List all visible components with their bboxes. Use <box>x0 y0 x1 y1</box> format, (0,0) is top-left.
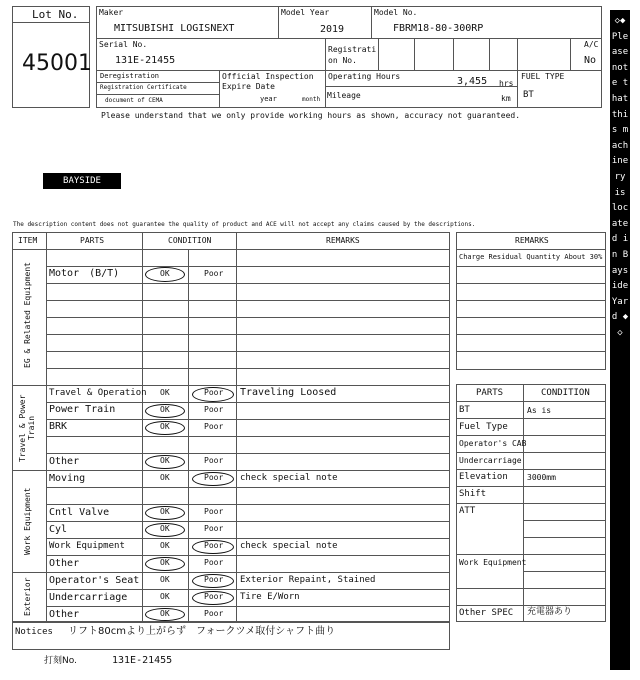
operators-cab-label: Operator's CAB <box>459 439 527 448</box>
poor-option: Poor <box>204 575 224 584</box>
part-work-equipment: Work Equipment <box>49 541 125 551</box>
serial-value: 131E-21455 <box>115 55 176 66</box>
operating-hours-label: Operating Hours <box>328 72 401 81</box>
part-operators-seat: Operator's Seat <box>49 575 140 586</box>
elevation-value: 3000mm <box>527 473 556 482</box>
other-spec-label: Other SPEC <box>459 608 514 618</box>
poor-option: Poor <box>204 609 224 618</box>
remark-operators-seat: Exterior Repaint, Stained <box>240 575 376 585</box>
model-no-value: FBRM18-80-300RP <box>393 23 484 34</box>
notices-text: リフト80cmより上がらず フォークツメ取付シャフト曲り <box>68 626 336 637</box>
work-equipment-row-label: Work Equipment <box>459 558 527 567</box>
model-year-label: Model Year <box>281 8 330 17</box>
month-label: month <box>302 96 321 103</box>
col-condition-header: CONDITION <box>168 236 212 245</box>
poor-option: Poor <box>204 592 224 601</box>
poor-option: Poor <box>204 456 224 465</box>
part-cntl-valve: Cntl Valve <box>49 507 110 518</box>
operating-hours-value: 3,455 <box>457 76 488 87</box>
lot-number: 45001 <box>22 51 92 76</box>
registration-certificate-label: Registration Certificate <box>100 84 187 91</box>
part-cyl: Cyl <box>49 524 68 535</box>
poor-option: Poor <box>204 507 224 516</box>
serial-label: Serial No. <box>99 40 148 49</box>
fuel-type-value: BT <box>523 90 534 100</box>
poor-option: Poor <box>204 405 224 414</box>
part-undercarriage: Undercarriage <box>49 592 128 603</box>
poor-option: Poor <box>204 558 224 567</box>
side-stripe-text: ◇◆ Please note that this machinery is located in Bayside Yard ◆◇ <box>611 16 629 338</box>
registration-label: Registrati on No. <box>328 45 377 65</box>
ok-option: OK <box>160 269 170 278</box>
ok-option: OK <box>160 422 170 431</box>
ok-option: OK <box>160 524 170 533</box>
right-col-condition-header: CONDITION <box>541 388 590 398</box>
poor-option: Poor <box>204 524 224 533</box>
ok-option: OK <box>160 388 170 397</box>
remark-work-equipment: check special note <box>240 541 338 551</box>
ok-option: OK <box>160 405 170 414</box>
poor-option: Poor <box>204 541 224 550</box>
disclaimer: The description content does not guarantee the quality of product and ACE will not accept any claims caused by the descriptions. <box>13 221 476 228</box>
ok-option: OK <box>160 507 170 516</box>
bt-value: As is <box>527 406 552 415</box>
other-spec-value: 充電器あり <box>527 607 573 617</box>
maker-label: Maker <box>99 8 124 17</box>
section-work-equipment: Work Equipment <box>23 487 32 555</box>
ac-value: No <box>584 55 597 66</box>
fuel-type-row-label: Fuel Type <box>459 422 508 432</box>
part-ex-other: Other <box>49 609 80 620</box>
att-label: ATT <box>459 506 476 516</box>
poor-option: Poor <box>204 269 224 278</box>
fuel-type-label: FUEL TYPE <box>521 72 565 81</box>
location-badge: BAYSIDE <box>43 173 121 189</box>
km-unit: km <box>501 94 511 103</box>
stamp-label: 打刻No. <box>44 656 77 666</box>
shift-label: Shift <box>459 489 487 499</box>
part-motor: Motor (B/T) <box>49 268 120 279</box>
inspection-label: Official Inspection Expire Date <box>222 72 314 91</box>
poor-option: Poor <box>204 422 224 431</box>
part-moving: Moving <box>49 473 86 484</box>
lot-label: Lot No. <box>32 8 79 21</box>
undercarriage-row-label: Undercarriage <box>459 456 522 465</box>
notices-label: Notices <box>15 627 53 637</box>
part-travel-operation: Travel & Operation <box>49 388 147 398</box>
hours-accuracy-notice: Please understand that we only provide working hours as shown, accuracy not guaranteed. <box>101 111 521 120</box>
col-parts-header: PARTS <box>80 236 105 245</box>
ok-option: OK <box>160 473 170 482</box>
part-tp-other: Other <box>49 456 80 467</box>
bt-label: BT <box>459 405 470 415</box>
right-col-parts-header: PARTS <box>476 388 504 398</box>
part-brk: BRK <box>49 421 68 432</box>
part-power-train: Power Train <box>49 404 116 415</box>
ok-option: OK <box>160 456 170 465</box>
ok-option: OK <box>160 609 170 618</box>
charge-residual-remark: Charge Residual Quantity About 30% <box>459 253 603 261</box>
part-we-other: Other <box>49 558 80 569</box>
model-no-label: Model No. <box>374 8 418 17</box>
model-year-value: 2019 <box>320 24 345 35</box>
remark-travel-operation: Traveling Loosed <box>240 387 337 398</box>
ok-option: OK <box>160 541 170 550</box>
hrs-unit: hrs <box>499 79 514 88</box>
section-exterior: Exterior <box>23 577 32 617</box>
elevation-label: Elevation <box>459 472 508 482</box>
cema-document-label: document of CEMA <box>105 97 163 104</box>
ok-option: OK <box>160 558 170 567</box>
ok-option: OK <box>160 592 170 601</box>
col-item-header: ITEM <box>18 236 38 245</box>
stamp-value: 131E-21455 <box>112 655 173 666</box>
section-eg-related: EG & Related Equipment <box>23 262 32 368</box>
remark-undercarriage: Tire E/Worn <box>240 592 300 602</box>
maker-value: MITSUBISHI LOGISNEXT <box>114 23 235 34</box>
ok-option: OK <box>160 575 170 584</box>
section-travel-power: Travel & Power Train <box>18 394 36 462</box>
year-label: year <box>260 95 277 103</box>
poor-option: Poor <box>204 388 224 397</box>
ac-label: A/C <box>584 40 599 49</box>
poor-option: Poor <box>204 473 224 482</box>
right-remarks-header: REMARKS <box>515 236 549 245</box>
mileage-label: Mileage <box>327 91 361 100</box>
deregistration-label: Deregistration <box>100 72 160 80</box>
col-remarks-header: REMARKS <box>326 236 360 245</box>
remark-moving: check special note <box>240 473 338 483</box>
